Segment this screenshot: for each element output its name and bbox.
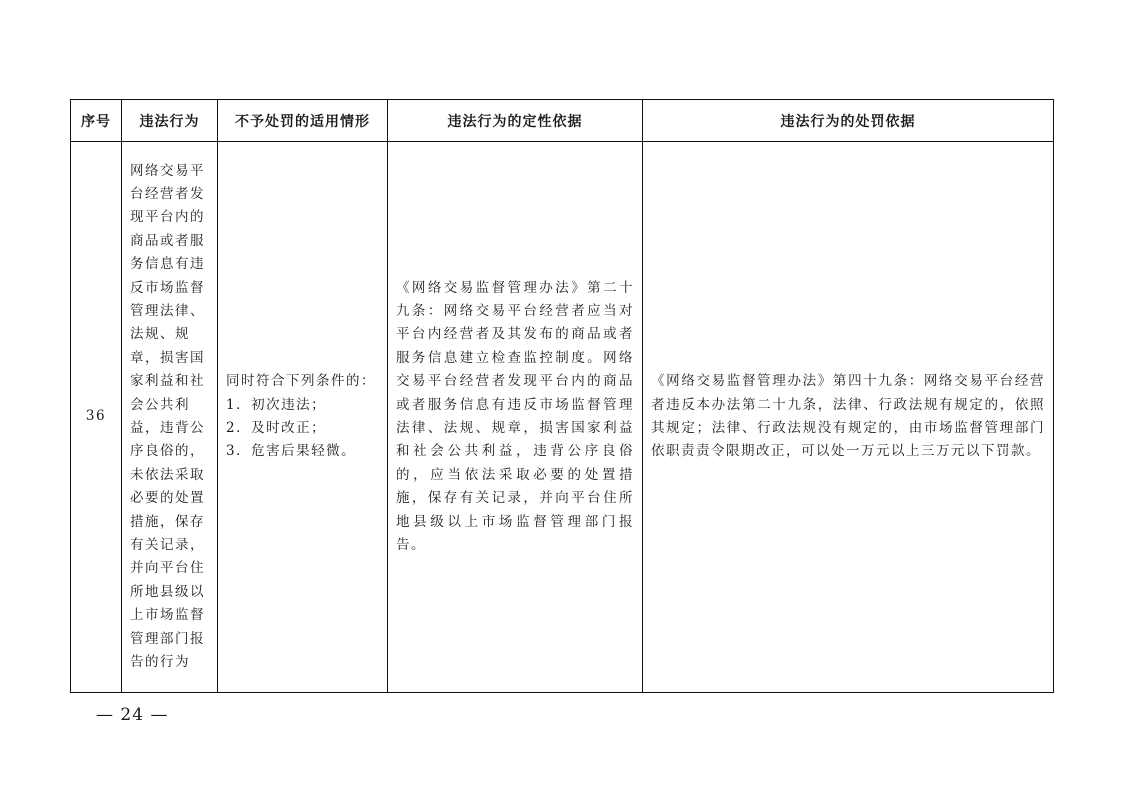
- exempt-item: 3．危害后果轻微。: [226, 443, 357, 460]
- exempt-item: 2．及时改正；: [226, 420, 327, 436]
- exempt-item: 1．初次违法；: [226, 396, 327, 413]
- cell-seq: 36: [71, 142, 122, 693]
- page-number: — 24 —: [96, 705, 169, 725]
- header-exempt: 不予处罚的适用情形: [218, 100, 388, 142]
- header-act: 违法行为: [122, 100, 218, 142]
- exempt-intro: 同时符合下列条件的：: [226, 373, 376, 390]
- header-penalty: 违法行为的处罚依据: [643, 100, 1054, 142]
- header-row: [71, 100, 1054, 142]
- regulation-table: [70, 99, 1054, 693]
- cell-penalty: 《网络交易监督管理办法》第四十九条：网络交易平台经营者违反本办法第二十九条，法律、行政法规有规定的，依照其规定；法律、行政法规没有规定的，由市场监督管理部门依职责责令限期改正，可以处一万元以上三万元以下罚款。: [643, 142, 1054, 693]
- cell-exempt: [218, 142, 388, 693]
- header-seq: 序号: [71, 100, 122, 142]
- table-row: [71, 142, 1054, 693]
- header-basis: 违法行为的定性依据: [388, 100, 643, 142]
- cell-basis: 《网络交易监督管理办法》第二十九条：网络交易平台经营者应当对平台内经营者及其发布的商品或者服务信息建立检查监控制度。网络交易平台经营者发现平台内的商品或者服务信息有违反市场监督管理法律、法规、规章，损害国家利益和社会公共利益，违背公序良俗的，应当依法采取必要的处置措施，保存有关记录，并向平台住所地县级以上市场监督管理部门报告。: [388, 142, 643, 693]
- cell-act: 网络交易平台经营者发现平台内的商品或者服务信息有违反市场监督管理法律、法规、规章，损害国家利益和社会公共利益，违背公序良俗的，未依法采取必要的处置措施，保存有关记录，并向平台住所地县级以上市场监督管理部门报告的行为: [122, 142, 218, 693]
